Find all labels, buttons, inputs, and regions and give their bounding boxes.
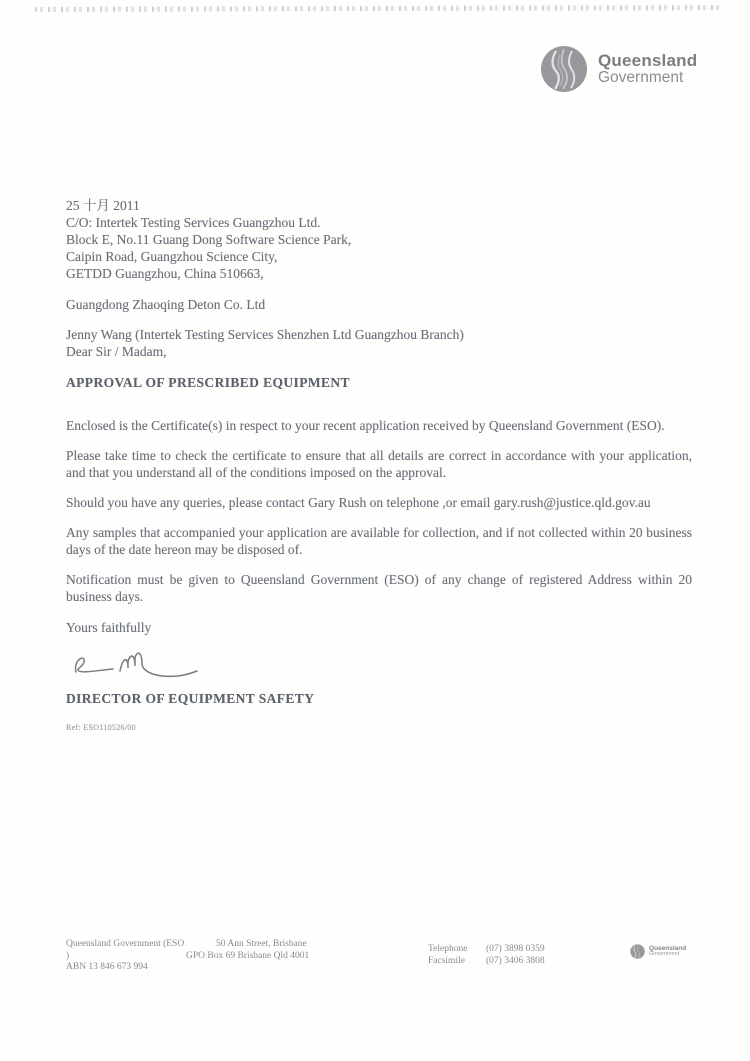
facsimile-value: (07) 3406 3808 (486, 956, 545, 966)
facsimile-label: Facsimile (428, 956, 465, 966)
queensland-crest-icon (540, 45, 588, 93)
body-paragraph: Any samples that accompanied your application are available for collection, and if not collected within 20 business days of the date hereon may be disposed of. (66, 525, 692, 557)
queensland-government-logo (540, 45, 697, 93)
signature-title: DIRECTOR OF EQUIPMENT SAFETY (66, 691, 315, 706)
footer-contact-block (428, 943, 545, 967)
logo-text (598, 52, 697, 86)
footer-logo-subname: Government (649, 951, 680, 957)
handwritten-signature (66, 644, 216, 684)
body-paragraph: Please take time to check the certificate to ensure that all details are correct in accordance with your application, and that you understand all of the conditions imposed on the approval. (66, 448, 692, 480)
logo-subname: Government (598, 68, 684, 86)
salutation: Dear Sir / Madam, (66, 344, 167, 359)
footer-telephone-row (428, 943, 545, 955)
footer-queensland-crest-icon (630, 944, 645, 959)
letter-content (66, 197, 692, 736)
footer-logo-name: Queensland (649, 944, 687, 952)
telephone-value: (07) 3898 0359 (486, 944, 545, 954)
footer-gpo-line: GPO Box 69 Brisbane Qld 4001 (186, 950, 310, 961)
body-paragraph: Should you have any queries, please contact Gary Rush on telephone ,or email gary.rush@justice.qld.gov.au (66, 495, 651, 510)
logo-name: Queensland (598, 50, 698, 70)
footer-logo-text (649, 946, 686, 958)
footer-org-paren: ) (66, 950, 70, 961)
closing-line: Yours faithfully (66, 620, 152, 635)
footer-org-name: Queensland Government (ESO (66, 939, 185, 949)
footer-facsimile-row (428, 955, 545, 967)
footer-queensland-logo (630, 944, 686, 959)
footer-street-line: 50 Ann Street, Brisbane (216, 939, 307, 949)
body-paragraph: Notification must be given to Queensland Government (ESO) of any change of registered Address within 20 business days. (66, 572, 692, 604)
telephone-label: Telephone (428, 944, 468, 954)
attention-line: Jenny Wang (Intertek Testing Services Shenzhen Ltd Guangzhou Branch) (66, 327, 464, 342)
company-name: Guangdong Zhaoqing Deton Co. Ltd (66, 297, 266, 312)
body-paragraph: Enclosed is the Certificate(s) in respect to your recent application received by Queensland Government (ESO). (66, 418, 665, 433)
reference-number: Ref: ESO110526/00 (66, 723, 136, 732)
scan-artifact (35, 5, 720, 12)
footer-street-address (186, 939, 309, 962)
recipient-address-line: Caipin Road, Guangzhou Science City, (66, 249, 278, 264)
recipient-address-line: Block E, No.11 Guang Dong Software Science Park, (66, 232, 352, 247)
footer-abn: ABN 13 846 673 994 (66, 962, 148, 972)
subject-heading: APPROVAL OF PRESCRIBED EQUIPMENT (66, 375, 350, 390)
footer-address-block (66, 939, 310, 974)
recipient-address-line: GETDD Guangzhou, China 510663, (66, 266, 264, 281)
letter-date: 25 十月 2011 (66, 198, 140, 213)
recipient-address (66, 214, 692, 282)
recipient-address-line: C/O: Intertek Testing Services Guangzhou Ltd. (66, 215, 321, 230)
